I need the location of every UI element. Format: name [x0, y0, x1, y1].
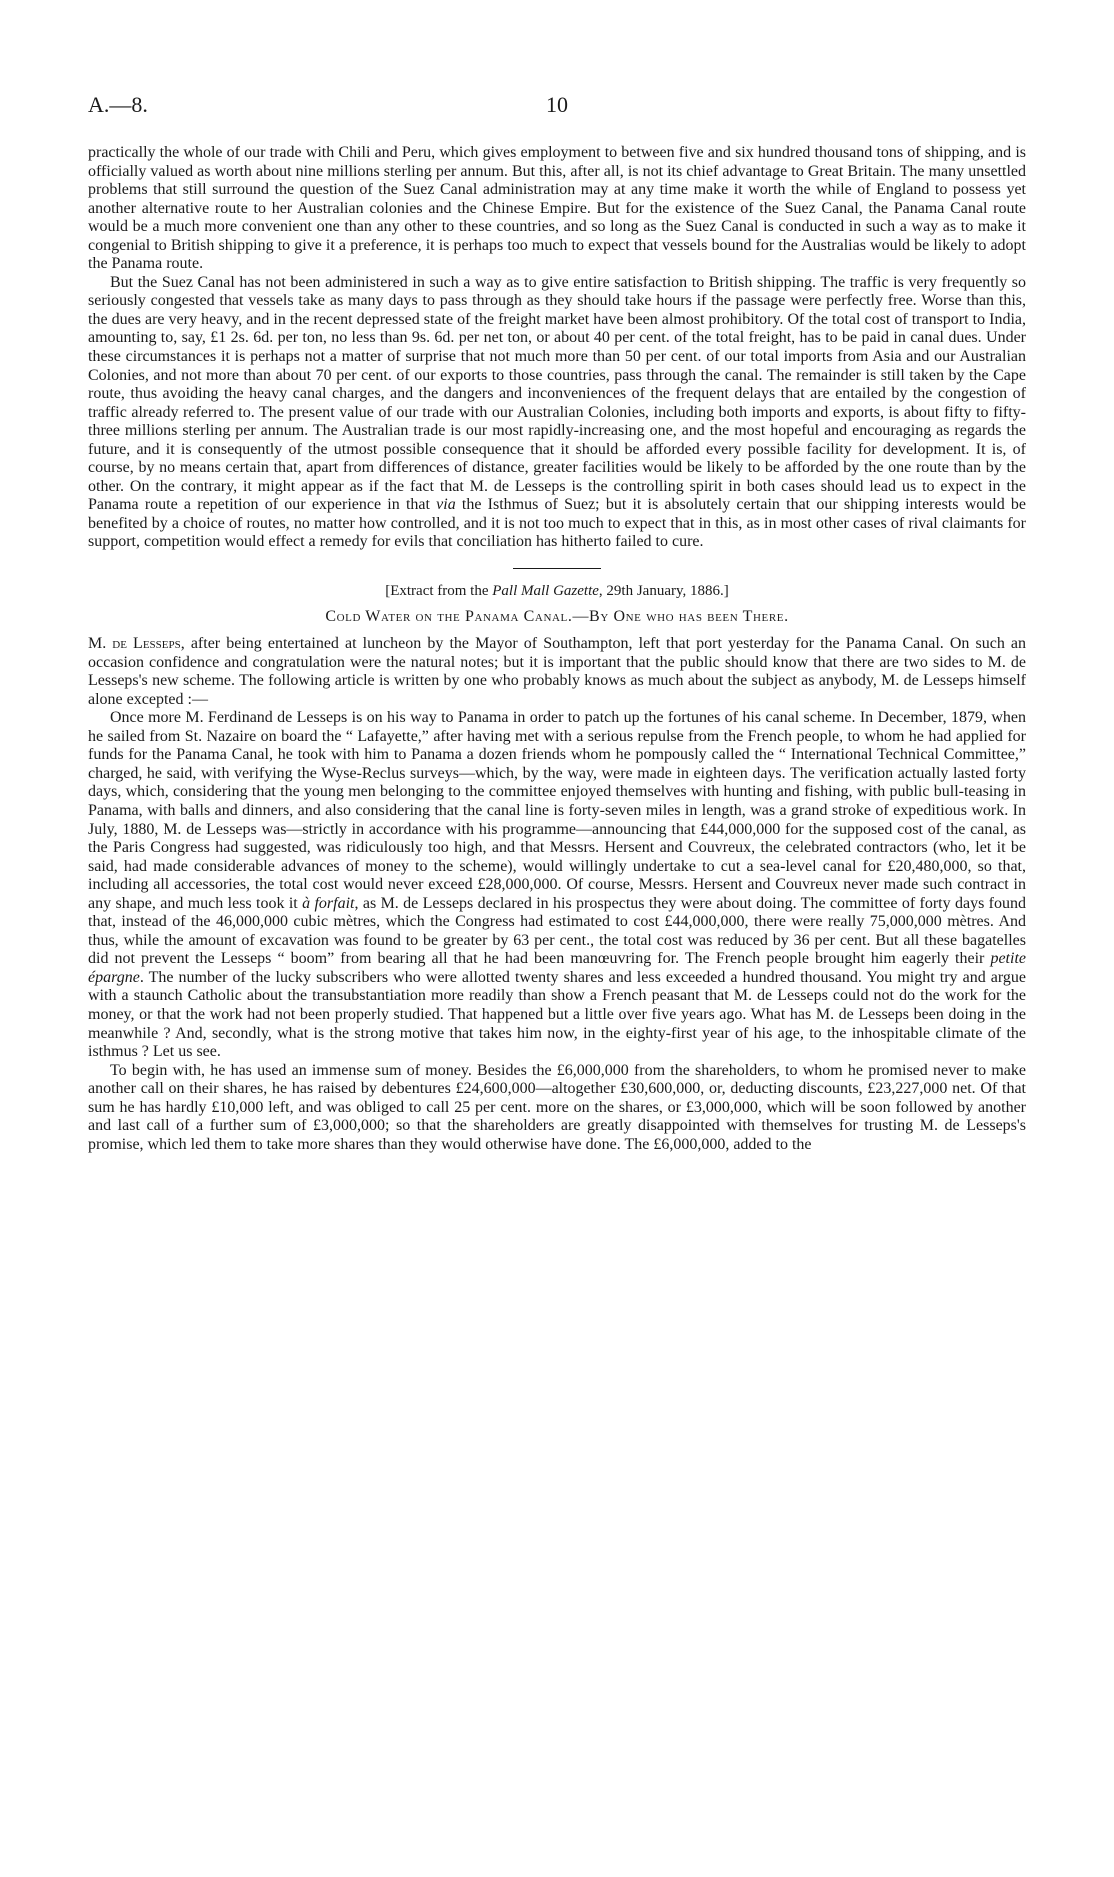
paragraph-text: . The number of the lucky subscribers who were allotted twenty shares and less exceeded a hundred thousand. You might try and argue with a staunch Catholic about the transubstantiation more readily than show a French peasant that M. de Lesseps could not do the work for the money, or that the work had not been properly studied. That happened but a little over five years ago. What has M. de Lesseps been doing in the meanwhile ? And, secondly, what is the strong motive that takes him now, in the eighty-first year of his age, to the inhospitable climate of the isthmus ? Let us see. [88, 968, 1026, 1061]
paragraph-text: , after being entertained at luncheon by the Mayor of Southampton, left that port yesterday for the Panama Canal. On such an occasion confidence and congratulation were the natural notes; but it is important that the public should know that there are two sides to M. de Lesseps's new scheme. The following article is written by one who probably knows as much about the subject as anybody, M. de Lesseps himself alone excepted :— [88, 635, 1027, 708]
paragraph-text: the Isthmus of Suez; but it is absolutely certain that our shipping interests would be benefited by a choice of routes, no matter how controlled, and it is not too much to expect that in this, as in most other cases of rival claimants for support, competition would effect a remedy for evils that conciliation has hitherto failed to cure. [88, 496, 1027, 551]
article-headline: Cold Water on the Panama Canal.—By One who has been There. [325, 608, 789, 626]
extract-prefix: [Extract from the [385, 583, 493, 600]
paragraph-text: , as M. de Lesseps declared in his prospectus they were about doing. The committee of forty days found that, instead of the 46,000,000 cubic mètres, which the Congress had estimated to cost £44,000,000, there were really 75,000,000 mètres. And thus, while the amount of excavation was found to be greater by 63 per cent., the total cost was reduced by 36 per cent. But all these bagatelles did not prevent the Lesseps “ boom” from bearing all that he had been manœuvring for. The French people brought him eagerly their [88, 894, 1027, 968]
body-text [88, 144, 1026, 1154]
paragraph-continuation: practically the whole of our trade with Chili and Peru, which gives employment to between five and six hundred thousand tons of shipping, and is officially valued as worth about nine millions sterling per annum. But this, after all, is not its chief advantage to Great Britain. The many unsettled problems that still surround the question of the Suez Canal administration may at any time make it worth the while of England to possess yet another alternative route to her Australian colonies and the Chinese Empire. But for the existence of the Suez Canal, the Panama Canal route would be a much more convenient one than any other to these countries, and so long as the Suez Canal is conducted in such a way as to make it congenial to British shipping to give it a preference, it is perhaps too much to expect that vessels bound for the Australias would be likely to adopt the Panama route. [88, 144, 1026, 273]
article-paragraph-history [88, 709, 1026, 1061]
paragraph-text: But the Suez Canal has not been administered in such a way as to give entire satisfaction to British shipping. The traffic is very frequently so seriously congested that vessels take as many days to pass through as they should take hours if the passage were perfectly free. Worse than this, the dues are very heavy, and in the recent depressed state of the freight market have been almost prohibitory. Of the total cost of transport to India, amounting to, say, £1 2s. 6d. per ton, no less than 9s. 6d. per net ton, or about 40 per cent. of the total freight, has to be paid in canal dues. Under these circumstances it is perhaps not a matter of surprise that not much more than 50 per cent. of our total imports from Asia and our Australian Colonies, and not more than about 70 per cent. of our exports to those countries, pass through the canal. The remainder is still taken by the Cape route, thus avoiding the heavy canal charges, and the dangers and inconveniences of the frequent delays that are entailed by the congestion of traffic already referred to. The present value of our trade with our Australian Colonies, including both imports and exports, is about fifty to fifty-three millions sterling per annum. The Australian trade is our most rapidly-increasing one, and the most hopeful and encouraging as regards the future, and it is consequently of the utmost possible consequence that it should be afforded every possible facility for development. It is, of course, by no means certain that, apart from differences of distance, greater facilities would be likely to be afforded by the one route than by the other. On the contrary, it might appear as if the fact that M. de Lesseps is the controlling spirit in both cases should lead us to expect in the Panama route a repetition of our experience in that [88, 273, 1026, 514]
publication-name: Pall Mall Gazette [492, 583, 599, 600]
italic-text: petite épargne [88, 950, 1026, 986]
extract-source [88, 581, 1026, 601]
page-number: 10 [546, 92, 568, 117]
paragraph-suez-canal [88, 274, 1026, 552]
paragraph-text: Once more M. Ferdinand de Lesseps is on his way to Panama in order to patch up the fortunes of his canal scheme. In December, 1879, when he sailed from St. Nazaire on board the “ Lafayette,” after having met with a serious repulse from the French people, to whom he had applied for funds for the Panama Canal, he took with him to Panama a dozen friends whom he pompously called the “ International Technical Committee,” charged, he said, with verifying the Wyse-Reclus surveys—which, by the way, were made in eighteen days. The verification actually lasted forty days, which, considering that the young men belonging to the committee enjoyed themselves with hunting and fishing, with public bull-teasing in Panama, with balls and dinners, and also considering that the canal line is forty-seven miles in length, was a grand stroke of expeditious work. In July, 1880, M. de Lesseps was—strictly in accordance with his programme—announcing that £44,000,000 for the supposed cost of the canal, as the Paris Congress had suggested, was ridiculously too high, and that Messrs. Hersent and Couvreux, the celebrated contractors (who, let it be said, had made considerable advances of money to the scheme), would willingly undertake to cut a sea-level canal for £20,480,000, so that, including all accessories, the total cost would never exceed £28,000,000. Of course, Messrs. Hersent and Couvreux never made such contract in any shape, and much less took it [88, 709, 1026, 912]
extract-date: , 29th January, 1886.] [598, 583, 729, 600]
lead-name: M. de Lesseps [88, 635, 181, 653]
article-paragraph-finances: To begin with, he has used an immense sum of money. Besides the £6,000,000 from the shareholders, to whom he promised never to make another call on their shares, he has raised by debentures £24,600,000—altogether £30,600,000, or, deducting discounts, £23,227,000 net. Of that sum he has hardly £10,000 left, and was obliged to call 25 per cent. more on the shares, or £3,000,000, which will be soon followed by another and last call of a further sum of £3,000,000; so that the shareholders are greatly disappointed with themselves for trusting M. de Lesseps's promise, which led them to take more shares than they would otherwise have done. The £6,000,000, added to the [88, 1061, 1026, 1153]
document-reference: A.—8. [88, 92, 148, 117]
page-header [88, 92, 1026, 122]
article-intro-paragraph [88, 635, 1026, 709]
italic-text: via [436, 496, 456, 514]
italic-text: à forfait [302, 894, 355, 912]
section-divider [513, 568, 601, 569]
